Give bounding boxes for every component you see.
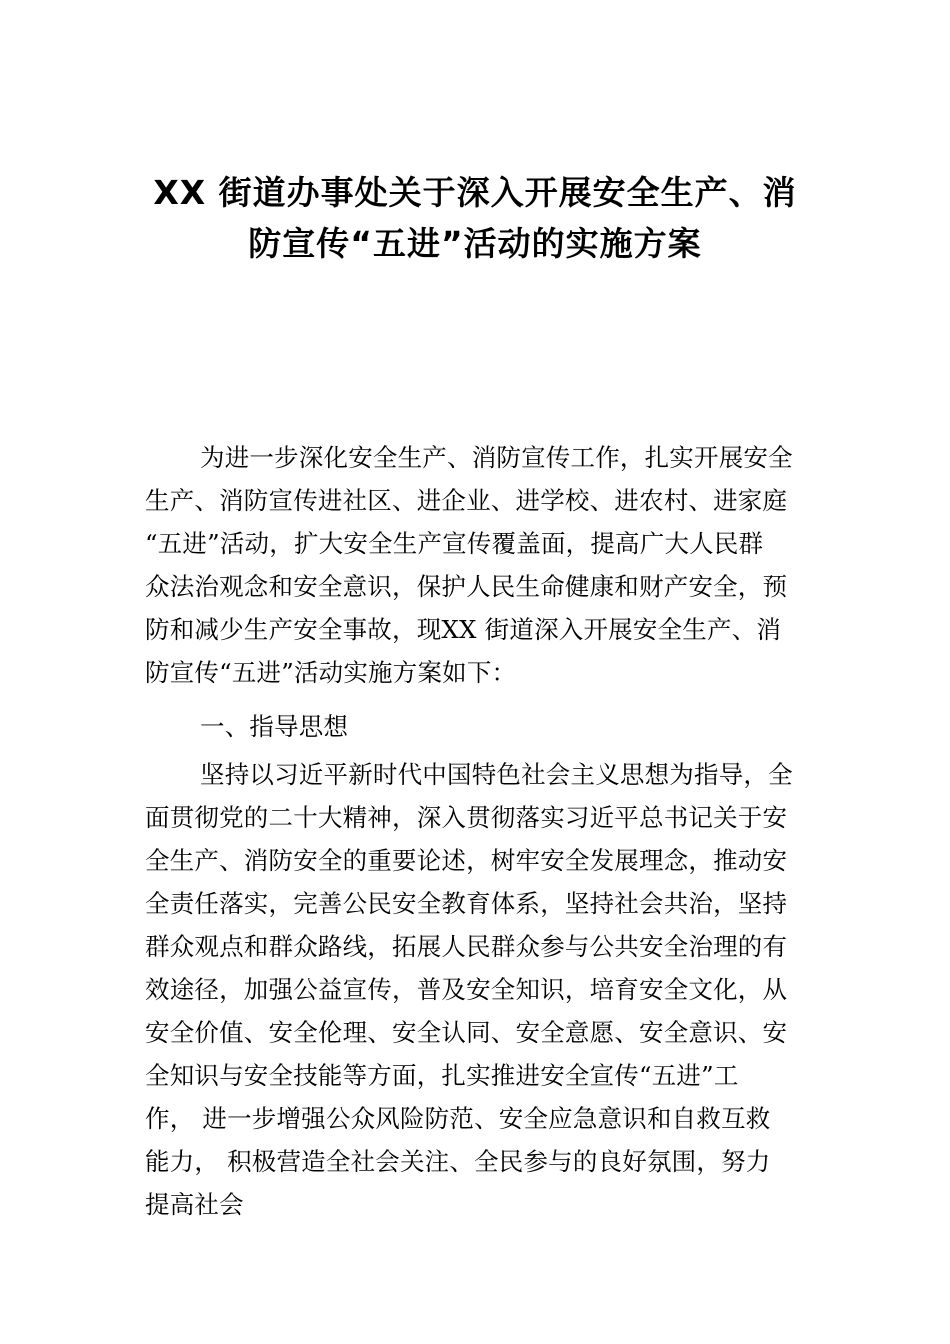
intro-paragraph-line: “五进”活动，扩大安全生产宣传覆盖面，提高广大人民群	[145, 529, 764, 558]
section-paragraph-line: 群众观点和群众路线，拓展人民群众参与公共安全治理的有	[145, 932, 788, 961]
section-paragraph-line: 作， 进一步增强公众风险防范、安全应急意识和自救互救	[145, 1104, 771, 1133]
section-paragraph-line: 能力， 积极营造全社会关注、全民参与的良好氛围，努力	[145, 1147, 771, 1176]
section-paragraph-line: 全生产、消防安全的重要论述，树牢安全发展理念，推动安	[145, 846, 788, 875]
intro-paragraph-line: 生产、消防宣传进社区、进企业、进学校、进农村、进家庭	[145, 486, 788, 515]
section-paragraph-line: 效途径，加强公益宣传，普及安全知识，培育安全文化，从	[145, 975, 788, 1004]
section-paragraph-line: 安全价值、安全伦理、安全认同、安全意愿、安全意识、安	[145, 1018, 788, 1047]
section-paragraph-line: 坚持以习近平新时代中国特色社会主义思想为指导，全	[200, 760, 793, 789]
intro-paragraph-line: 众法治观念和安全意识，保护人民生命健康和财产安全，预	[145, 572, 788, 601]
intro-paragraph-line: 防宣传“五进”活动实施方案如下：	[145, 658, 517, 687]
section-heading-guiding-ideology: 一、指导思想	[200, 712, 349, 741]
section-paragraph-line: 全责任落实，完善公民安全教育体系，坚持社会共治，坚持	[145, 889, 788, 918]
document-title-line-2: 防宣传“五进”活动的实施方案	[248, 224, 702, 263]
section-paragraph-line: 提高社会	[145, 1190, 244, 1219]
section-paragraph-line: 全知识与安全技能等方面，扎实推进安全宣传“五进”工	[145, 1061, 739, 1090]
document-title-line-1: XX 街道办事处关于深入开展安全生产、消	[153, 173, 797, 212]
intro-paragraph-line: 防和减少生产安全事故，现XX 街道深入开展安全生产、消	[145, 615, 782, 644]
section-paragraph-line: 面贯彻党的二十大精神，深入贯彻落实习近平总书记关于安	[145, 803, 788, 832]
intro-paragraph-line: 为进一步深化安全生产、消防宣传工作，扎实开展安全	[200, 443, 793, 472]
